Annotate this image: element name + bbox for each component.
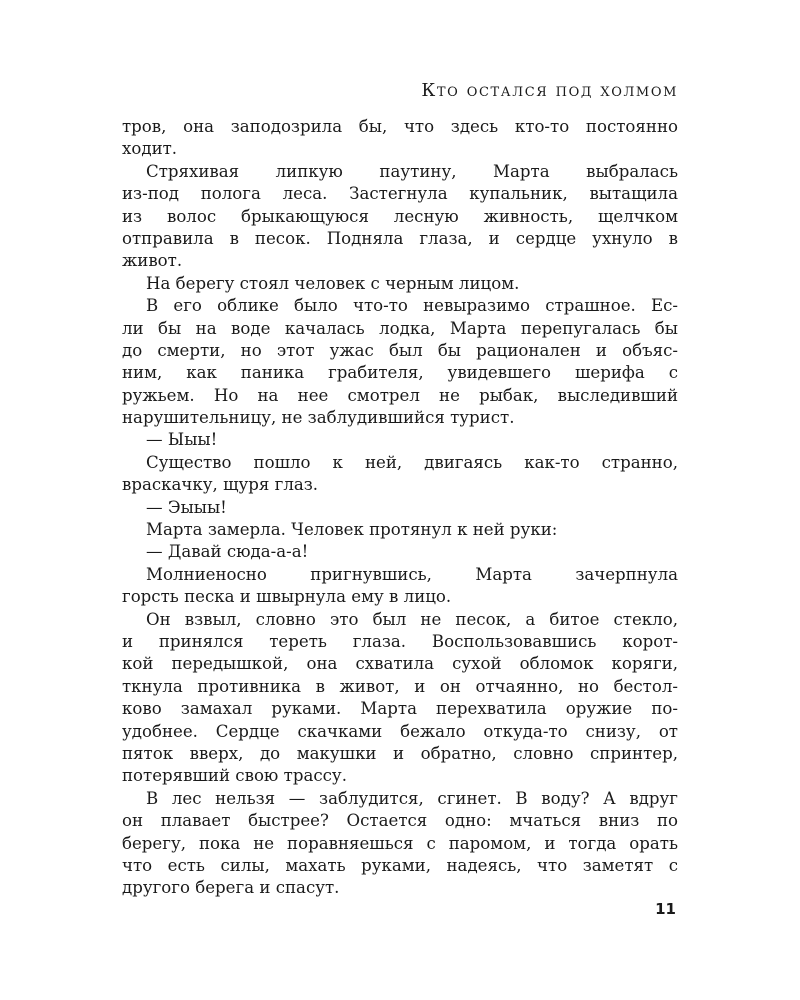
text-line: нарушительницу, не заблудившийся турист. [122,408,515,428]
text-line: живот. [122,251,183,271]
text-line: — Эыыы! [146,497,227,517]
text-line: враскачку, щуря глаз. [122,475,319,495]
body-text [122,116,678,900]
text-line: кой передышкой, она схватила сухой обломок коряги, [122,654,678,674]
text-line: Молниеносно пригнувшись, Марта зачерпнула [146,564,678,584]
text-line: ткнула противника в живот, и он отчаянно, но бестол- [122,676,678,696]
text-line: Он взвыл, словно это был не песок, а битое стекло, [146,609,678,629]
text-line: и принялся тереть глаза. Воспользовавшись корот- [122,631,678,651]
text-line: потерявший свою трассу. [122,766,347,786]
text-line: ли бы на воде качалась лодка, Марта перепугалась бы [122,318,678,338]
running-header: Кто остался под холмом [421,80,678,101]
text-line: горсть песка и швырнула ему в лицо. [122,587,452,607]
text-line: Существо пошло к ней, двигаясь как-то странно, [146,452,678,472]
page-number: 11 [655,900,676,918]
text-line: ково замахал руками. Марта перехватила оружие по- [122,699,678,719]
text-line: из волос брыкающуюся лесную живность, щелчком [122,206,678,226]
text-line: В лес нельзя — заблудится, сгинет. В воду? А вдруг [146,788,678,808]
text-line: берегу, пока не поравняешься с паромом, и тогда орать [122,833,678,853]
text-line: он плавает быстрее? Остается одно: мчаться вниз по [122,811,678,831]
text-line: другого берега и спасут. [122,878,340,898]
text-line: отправила в песок. Подняла глаза, и сердце ухнуло в [122,228,678,248]
text-line: ним, как паника грабителя, увидевшего шерифа с [122,363,678,383]
text-line: что есть силы, махать руками, надеясь, что заметят с [122,855,678,875]
text-line: Стряхивая липкую паутину, Марта выбралась [146,161,678,181]
text-line: ходит. [122,139,178,159]
text-line: удобнее. Сердце скачками бежало откуда-то снизу, от [122,721,678,741]
text-line: На берегу стоял человек с черным лицом. [146,273,520,293]
text-line: до смерти, но этот ужас был бы рационален и объяс- [122,340,678,360]
text-line: пяток вверх, до макушки и обратно, словно спринтер, [122,743,678,763]
text-line: Марта замерла. Человек протянул к ней руки: [146,520,558,540]
text-line: тров, она заподозрила бы, что здесь кто-то постоянно [122,117,678,136]
text-line: — Давай сюда-а-а! [146,542,309,562]
text-line: В его облике было что-то невыразимо страшное. Ес- [146,296,678,316]
text-line: ружьем. Но на нее смотрел не рыбак, выследивший [122,385,678,405]
text-line: из-под полога леса. Застегнула купальник, вытащила [122,184,678,204]
text-line: — Ыыы! [146,430,218,450]
